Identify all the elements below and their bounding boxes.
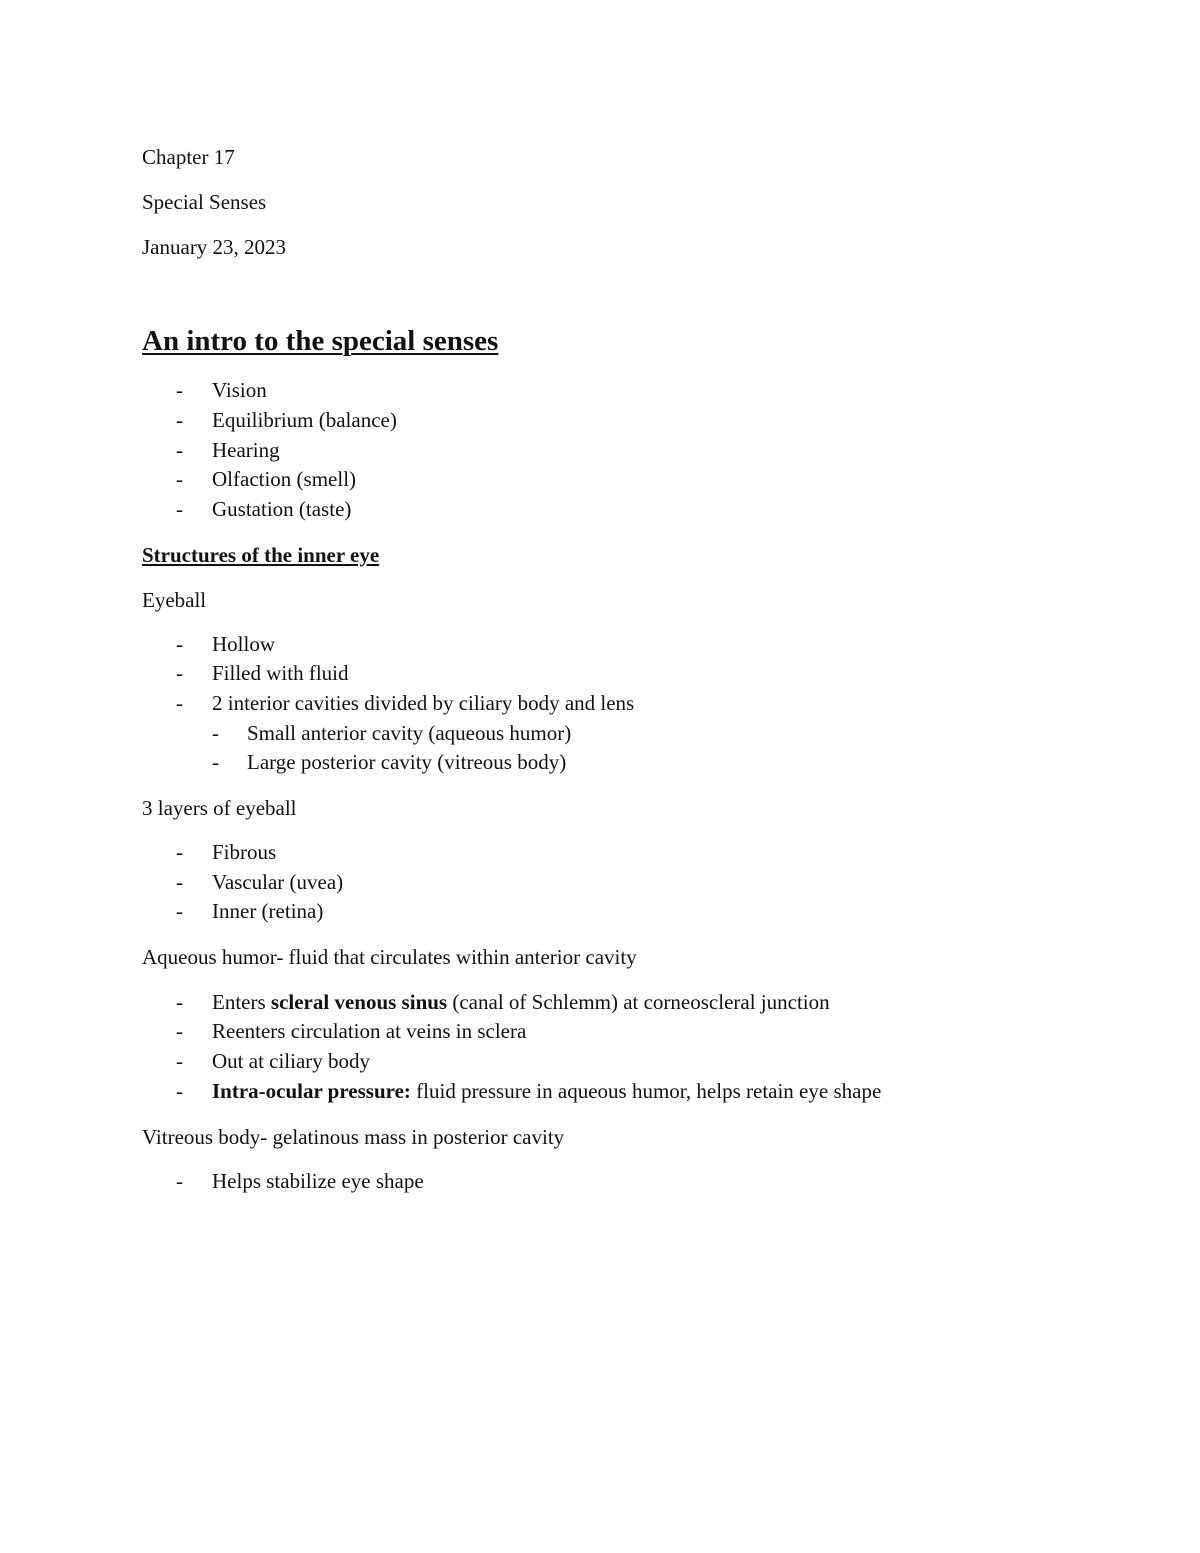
bold-term: scleral venous sinus — [270, 990, 448, 1014]
layers-label: 3 layers of eyeball — [142, 796, 297, 820]
date-label: January 23, 2023 — [142, 235, 287, 259]
sub-bullet-dash: - — [212, 750, 219, 774]
list-item: Reenters circulation at veins in sclera — [212, 1019, 527, 1043]
subject-label: Special Senses — [142, 190, 267, 214]
eyeball-label: Eyeball — [142, 588, 207, 612]
bullet-dash: - — [176, 840, 183, 864]
bullet-dash: - — [176, 661, 183, 685]
text-run: (canal of Schlemm) at corneoscleral junction — [447, 990, 830, 1014]
sub-list-item: Large posterior cavity (vitreous body) — [247, 750, 567, 774]
list-item: Olfaction (smell) — [212, 467, 357, 491]
section-heading-intro: An intro to the special senses — [142, 325, 499, 357]
list-item: Helps stabilize eye shape — [212, 1169, 424, 1193]
bullet-dash: - — [176, 691, 183, 715]
bold-term: Intra-ocular pressure: — [212, 1079, 411, 1103]
bullet-dash: - — [176, 467, 183, 491]
list-item: Vascular (uvea) — [212, 870, 344, 894]
bullet-dash: - — [176, 1079, 183, 1103]
bullet-dash: - — [176, 990, 183, 1014]
bullet-dash: - — [176, 1169, 183, 1193]
bullet-dash: - — [176, 497, 183, 521]
list-item: Filled with fluid — [212, 661, 349, 685]
list-item: Hollow — [212, 632, 275, 656]
list-item: 2 interior cavities divided by ciliary body and lens — [212, 691, 635, 715]
list-item: Hearing — [212, 438, 280, 462]
text-run: fluid pressure in aqueous humor, helps retain eye shape — [410, 1079, 882, 1103]
section-heading-inner-eye: Structures of the inner eye — [142, 543, 380, 567]
sub-bullet-dash: - — [212, 721, 219, 745]
sub-list-item: Small anterior cavity (aqueous humor) — [247, 721, 572, 745]
bullet-dash: - — [176, 899, 183, 923]
chapter-label: Chapter 17 — [142, 145, 235, 169]
bullet-dash: - — [176, 870, 183, 894]
list-item — [212, 989, 830, 1015]
list-item: Vision — [212, 378, 267, 402]
bullet-dash: - — [176, 1019, 183, 1043]
list-item: Fibrous — [212, 840, 277, 864]
bullet-dash: - — [176, 378, 183, 402]
vitreous-label: Vitreous body- gelatinous mass in posterior cavity — [142, 1125, 565, 1149]
bullet-dash: - — [176, 438, 183, 462]
list-item: Out at ciliary body — [212, 1049, 371, 1073]
list-item: Inner (retina) — [212, 899, 324, 923]
text-run: Enters — [212, 990, 271, 1014]
list-item: Gustation (taste) — [212, 497, 352, 521]
bullet-dash: - — [176, 408, 183, 432]
list-item — [212, 1078, 881, 1104]
bullet-dash: - — [176, 1049, 183, 1073]
bullet-dash: - — [176, 632, 183, 656]
list-item: Equilibrium (balance) — [212, 408, 397, 432]
aqueous-label: Aqueous humor- fluid that circulates within anterior cavity — [142, 945, 637, 969]
